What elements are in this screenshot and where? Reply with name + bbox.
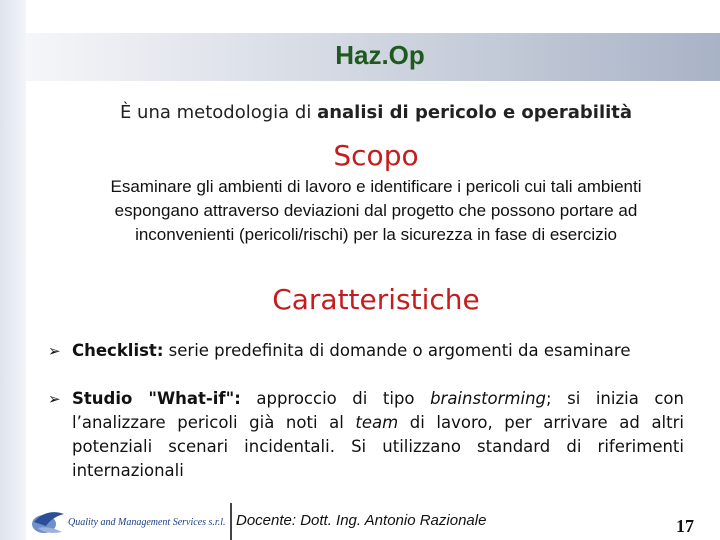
bullet-checklist bbox=[48, 339, 684, 363]
footer-divider bbox=[230, 503, 232, 540]
scopo-heading: Scopo bbox=[333, 139, 419, 172]
intro-bold-term: analisi di pericolo e operabilità bbox=[317, 102, 633, 123]
bullet-description: serie predefinita di domande o argomenti da esaminare bbox=[163, 341, 631, 360]
arrow-bullet-icon: ➢ bbox=[48, 390, 61, 408]
bullet-description-part: di lavoro, per arrivare ad altri potenziali scenari incidentali. Si utilizzano standard di riferimenti internazionali bbox=[72, 413, 684, 480]
company-logo bbox=[30, 500, 242, 540]
bullet-what-if bbox=[48, 387, 684, 483]
footer-teacher: Docente: Dott. Ing. Antonio Razionale bbox=[236, 512, 487, 529]
bullet-term: Checklist: bbox=[72, 341, 164, 360]
page-number: 17 bbox=[676, 516, 694, 536]
caratteristiche-heading: Caratteristiche bbox=[272, 283, 480, 316]
arrow-bullet-icon: ➢ bbox=[48, 342, 61, 360]
intro-line bbox=[0, 102, 720, 123]
bullet-description-part: approccio di tipo bbox=[240, 389, 431, 408]
bullet-italic-term: team bbox=[355, 413, 399, 432]
bullet-italic-term: brainstorming bbox=[430, 389, 547, 408]
slide-title: Haz.Op bbox=[335, 40, 425, 70]
logo-text: Quality and Management Services s.r.l. bbox=[68, 517, 226, 528]
bird-logo-icon bbox=[30, 504, 66, 536]
intro-prefix: È una metodologia di bbox=[119, 102, 318, 123]
bullet-term: Studio "What-if": bbox=[72, 389, 241, 408]
scopo-paragraph: Esaminare gli ambienti di lavoro e identificare i pericoli cui tali ambienti espongano attraverso deviazioni dal progetto che possono portare ad inconvenienti (pericoli/rischi) per la sicurezza in fase di esercizio bbox=[110, 177, 642, 244]
left-decorative-bar bbox=[0, 0, 26, 540]
bullet-description-part: ; si inizia con l’analizzare pericoli già noti al bbox=[72, 389, 684, 432]
bullet-text bbox=[72, 339, 684, 363]
bullet-text bbox=[72, 387, 684, 483]
